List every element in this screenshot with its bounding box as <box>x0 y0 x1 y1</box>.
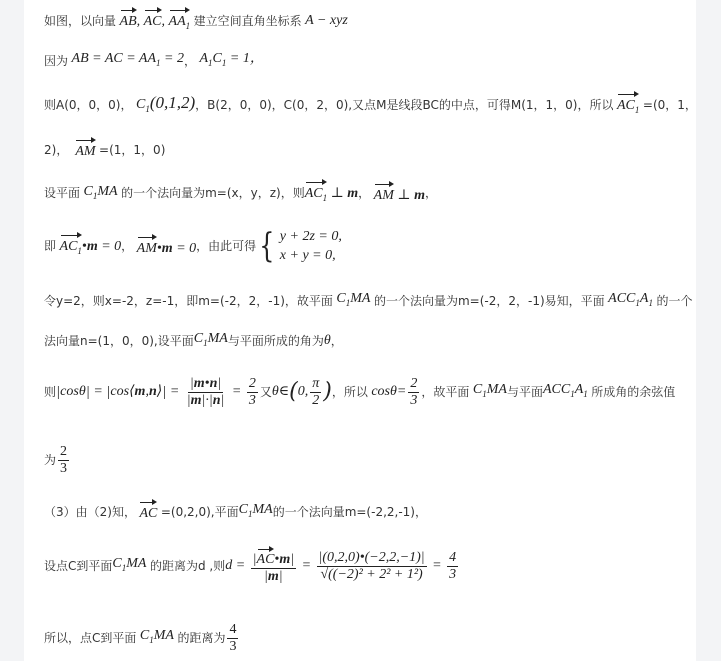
line-normal-n <box>44 330 688 352</box>
point-c1: $C_1(0,1,2)$ <box>132 92 196 114</box>
text: =(0,2,0),平面 <box>160 504 239 519</box>
plane-acc1a1: $ACC_1A_1$ <box>542 382 588 399</box>
theta: θ <box>323 332 331 348</box>
text: 的距离为 <box>177 631 226 645</box>
text: 设点C到平面 <box>44 559 113 573</box>
plane-c1ma: $C_1MA$ <box>136 628 178 645</box>
line-am <box>44 138 688 161</box>
text: 与平面所成的角为 <box>227 333 324 348</box>
line-system <box>44 228 688 264</box>
text: 即 <box>44 239 57 253</box>
equation: AB = AC = $AA_1 = 2$ <box>68 51 184 68</box>
plane-c1ma: $C_1MA$ <box>332 291 374 308</box>
text: =(1，1，0) <box>99 142 166 157</box>
text: ， <box>424 186 437 201</box>
text: 为 <box>44 453 57 467</box>
text: 设平面 <box>44 186 81 201</box>
line-solve-m <box>44 290 693 312</box>
text: ， <box>330 333 343 348</box>
text: 的一个 <box>656 293 693 308</box>
text: （3）由（2)知， <box>44 504 136 519</box>
plane-c1ma: $C_1MA$ <box>80 183 122 201</box>
dot-1: $AC_1•m = 0$ <box>56 233 121 260</box>
plane-c1ma: $C_1MA$ <box>238 501 273 519</box>
text: 与平面 <box>506 385 543 399</box>
text: 建立空间直角坐标系 <box>193 14 302 29</box>
text: ， <box>358 186 371 201</box>
text: ，由此可得 <box>196 239 257 253</box>
text: 所成角的余弦值 <box>591 385 676 399</box>
plane-c1ma: $C_1MA$ <box>112 556 150 573</box>
line-points <box>44 92 697 119</box>
text: 所以，点C到平面 <box>44 631 137 645</box>
plane-acc1a1: $ACC_1A_1$ <box>604 291 653 308</box>
cos-result: cos θ = $\frac{2}{3}$ <box>371 375 418 408</box>
distance-formula: d = $\frac{|AC•m|}{|m|}$ = $\frac{|(0,2,0)•(-2,2,-1)|}{\text{√((−2)² + 2² + 1²)}}$ = $\frac{4}{3}$ <box>225 547 460 585</box>
text: ， <box>183 53 196 68</box>
text: 2)， <box>44 142 69 157</box>
vector-ac1: $AC_1$ <box>614 92 643 119</box>
equation-row: y + 2z = 0, <box>279 229 342 244</box>
line-cosine <box>44 372 688 412</box>
text: ，B(2，0，0)，C(0，2，0),又点M是线段BC的中点，可得M(1，1，0)，所以 <box>195 98 614 113</box>
text: 因为 <box>44 53 69 68</box>
dot-2: AM•m = 0 <box>133 235 196 258</box>
equation-row: x + y = 0, <box>279 248 336 263</box>
solution-card <box>24 0 696 661</box>
text: 如图，以向量 <box>44 14 117 29</box>
text: =(0，1， <box>642 98 697 113</box>
vector-ac: AC <box>136 500 161 523</box>
text: 则 <box>44 385 57 399</box>
text: 法向量n=(1，0，0),设平面 <box>44 333 194 348</box>
line-lengths <box>44 50 688 72</box>
vectors: AB, AC, $AA_1$ <box>116 8 194 35</box>
fraction-4-3: $\frac{4}{3}$ <box>229 621 237 654</box>
cos-formula: | cos θ | = | cos ⟨ m , n ⟩ | = $\frac{|m•n|}{|m|\cdot|n|}$ = $\frac{2}{3}$ <box>56 375 256 408</box>
text: 则A(0，0，0)， <box>44 98 133 113</box>
text: 的一个法向量为m=(x，y，z)，则 <box>121 186 305 201</box>
plane-c1ma: $C_1MA$ <box>193 331 228 348</box>
text: ，所以 <box>331 385 368 399</box>
text: 令y=2，则x=-2，z=-1，即m=(-2，2，-1)，故平面 <box>44 293 333 308</box>
line-answer-cosine <box>44 440 688 480</box>
coord-system: A − xyz <box>301 13 348 29</box>
line-distance <box>44 542 688 590</box>
equation: $A_1C_1 = 1$， <box>195 51 264 68</box>
theta-range: θ ∈ ( 0, $\frac{\pi}{2}$ ) <box>271 375 332 408</box>
text: 的一个法向量为m=(-2，2，-1)易知，平面 <box>373 293 605 308</box>
line-conclusion <box>44 618 688 658</box>
line-coordinate-system <box>44 8 688 35</box>
vector-am: AM <box>68 138 99 161</box>
fraction-2-3: $\frac{2}{3}$ <box>60 443 68 476</box>
text: ，故平面 <box>421 385 470 399</box>
text: 的距离为d ,则 <box>149 559 226 573</box>
perp-1: $AC_1$ ⊥ m <box>305 180 358 207</box>
line-part-3 <box>44 500 688 523</box>
text: ， <box>121 239 134 253</box>
line-normal-vector <box>44 180 688 207</box>
text: 又 <box>259 385 272 399</box>
text: 的一个法向量m=(-2,2,-1)， <box>272 504 427 519</box>
equation-system: { y + 2z = 0, x + y = 0, <box>259 226 342 266</box>
perp-2: AM ⊥ m <box>370 182 425 205</box>
plane-c1ma: $C_1MA$ <box>469 382 507 399</box>
